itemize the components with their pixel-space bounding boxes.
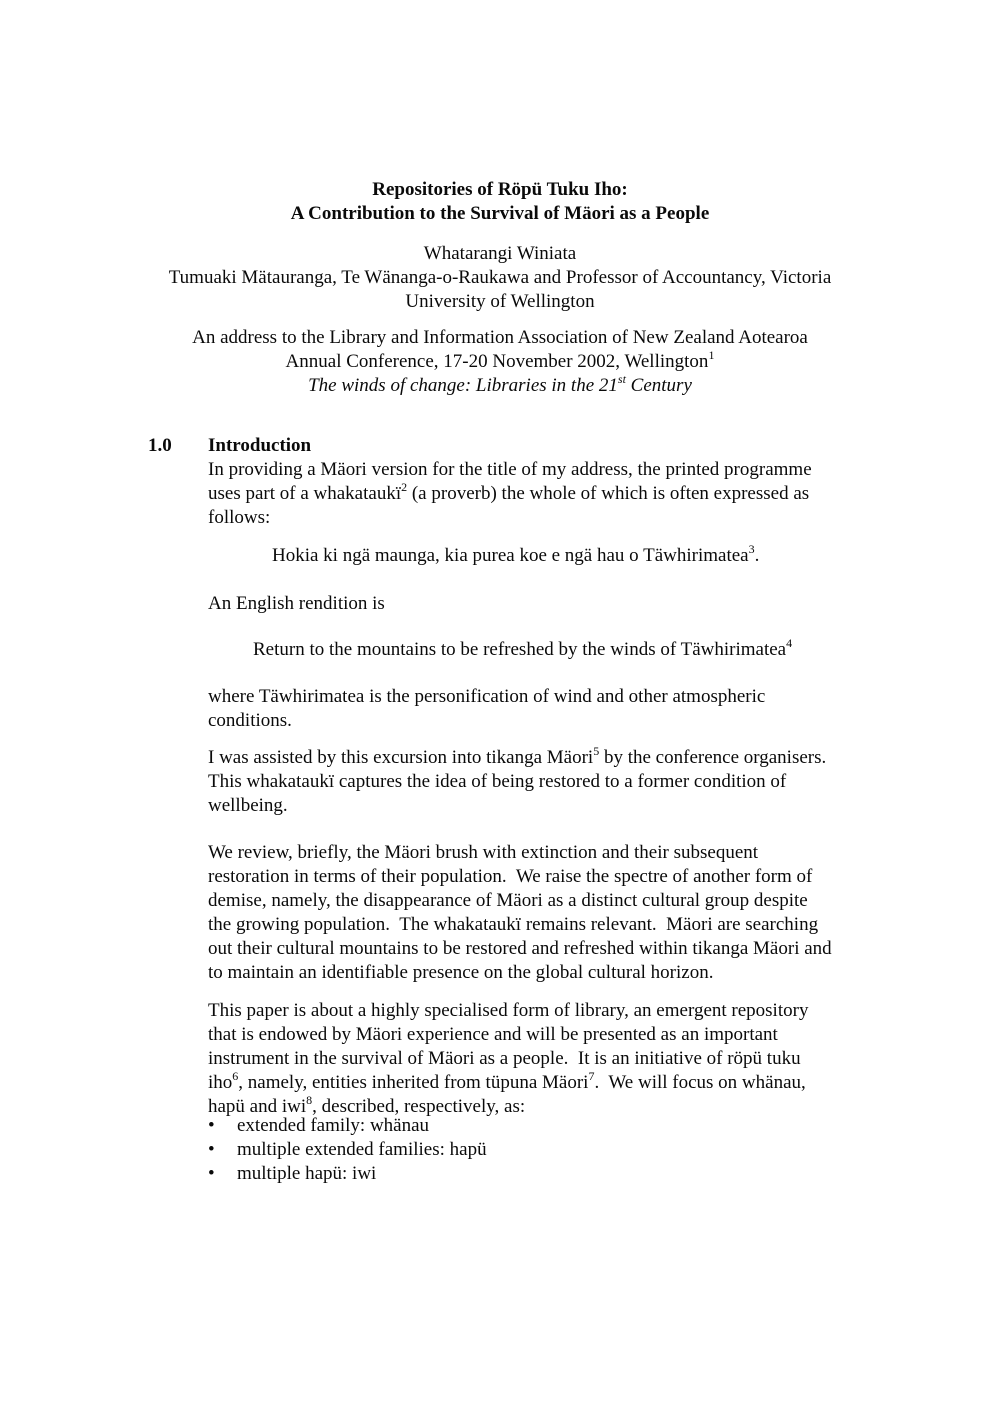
bullet-list bbox=[208, 1114, 888, 1186]
footnote-ref-8: 8 bbox=[306, 1093, 313, 1107]
title-line-2: A Contribution to the Survival of Mäori as a People bbox=[290, 203, 710, 224]
conference-line-1: An address to the Library and Information Association of New Zealand Aotearoa bbox=[192, 327, 808, 348]
list-item-text: multiple hapü: iwi bbox=[237, 1163, 377, 1184]
footnote-ref-4: 4 bbox=[786, 636, 793, 650]
conference-theme bbox=[0, 374, 1000, 398]
paragraph-text: iho bbox=[208, 1072, 233, 1093]
author-block bbox=[0, 242, 1000, 314]
paragraph-line: This whakataukï captures the idea of being restored to a former condition of bbox=[208, 771, 787, 792]
paragraph-text: uses part of a whakataukï bbox=[208, 483, 402, 504]
paragraph-line bbox=[208, 1071, 888, 1095]
list-item-text: multiple extended families: hapü bbox=[237, 1139, 487, 1160]
paragraph-line bbox=[208, 482, 888, 506]
paragraph-line: conditions. bbox=[208, 710, 292, 731]
title-line-1: Repositories of Röpü Tuku Iho: bbox=[372, 179, 628, 200]
paragraph-intro bbox=[208, 458, 888, 530]
paragraph-line: This paper is about a highly specialised form of library, an emergent repository bbox=[208, 1000, 809, 1021]
quote-english-rendition bbox=[253, 638, 792, 662]
author-affiliation-line-1: Tumuaki Mätauranga, Te Wänanga-o-Raukawa and Professor of Accountancy, Victoria bbox=[168, 267, 832, 288]
conference-line-2-text: Annual Conference, 17-20 November 2002, Wellington bbox=[285, 351, 709, 372]
paragraph-text: , namely, entities inherited from tüpuna Mäori bbox=[238, 1072, 589, 1093]
ordinal-suffix: st bbox=[617, 372, 626, 386]
paragraph-paper bbox=[208, 999, 888, 1119]
list-item bbox=[208, 1138, 888, 1162]
quote-text-end: . bbox=[754, 545, 760, 566]
conference-block bbox=[0, 326, 1000, 398]
paragraph-line: that is endowed by Mäori experience and will be presented as an important bbox=[208, 1024, 778, 1045]
paragraph-line: to maintain an identifiable presence on the global cultural horizon. bbox=[208, 962, 714, 983]
paragraph-line: where Täwhirimatea is the personification of wind and other atmospheric bbox=[208, 686, 766, 707]
paragraph-where bbox=[208, 685, 888, 733]
section-title: Introduction bbox=[208, 435, 312, 456]
footnote-ref-7: 7 bbox=[588, 1069, 595, 1083]
paragraph-text: hapü and iwi bbox=[208, 1096, 307, 1117]
paragraph-line: In providing a Mäori version for the title of my address, the printed programme bbox=[208, 459, 812, 480]
section-heading bbox=[148, 434, 311, 458]
section-number: 1.0 bbox=[148, 435, 172, 456]
paragraph-line: restoration in terms of their population. We raise the spectre of another form of bbox=[208, 866, 813, 887]
quote-text: Return to the mountains to be refreshed by the winds of Täwhirimatea bbox=[253, 639, 787, 660]
footnote-ref-5: 5 bbox=[593, 744, 600, 758]
list-item bbox=[208, 1114, 888, 1138]
author-affiliation-line-2: University of Wellington bbox=[405, 291, 595, 312]
conference-theme-text: The winds of change: Libraries in the 21 bbox=[308, 375, 618, 396]
paragraph-assisted bbox=[208, 746, 888, 818]
footnote-ref-6: 6 bbox=[232, 1069, 239, 1083]
paragraph-text: . We will focus on whänau, bbox=[594, 1072, 806, 1093]
footnote-ref-1: 1 bbox=[708, 348, 715, 362]
bullet-icon: • bbox=[208, 1115, 215, 1136]
paragraph-line: An English rendition is bbox=[208, 593, 385, 614]
paragraph-line: We review, briefly, the Mäori brush with extinction and their subsequent bbox=[208, 842, 759, 863]
paragraph-line: follows: bbox=[208, 507, 271, 528]
paragraph-line: instrument in the survival of Mäori as a people. It is an initiative of röpü tuku bbox=[208, 1048, 801, 1069]
quote-text: Hokia ki ngä maunga, kia purea koe e ngä hau o Täwhirimatea bbox=[272, 545, 749, 566]
paragraph-text: (a proverb) the whole of which is often expressed as bbox=[407, 483, 810, 504]
quote-maori-proverb bbox=[272, 544, 759, 568]
bullet-icon: • bbox=[208, 1163, 215, 1184]
paragraph-text: , described, respectively, as: bbox=[312, 1096, 526, 1117]
footnote-ref-3: 3 bbox=[748, 542, 755, 556]
paragraph-line: out their cultural mountains to be restored and refreshed within tikanga Mäori and bbox=[208, 938, 832, 959]
paragraph-review bbox=[208, 841, 888, 985]
list-item bbox=[208, 1162, 888, 1186]
paragraph-text: I was assisted by this excursion into tikanga Mäori bbox=[208, 747, 594, 768]
conference-theme-text-end: Century bbox=[625, 375, 692, 396]
paragraph-line: demise, namely, the disappearance of Mäori as a distinct cultural group despite bbox=[208, 890, 808, 911]
paragraph-line: the growing population. The whakataukï remains relevant. Mäori are searching bbox=[208, 914, 819, 935]
document-title bbox=[0, 178, 1000, 226]
paragraph-text: by the conference organisers. bbox=[599, 747, 827, 768]
bullet-icon: • bbox=[208, 1139, 215, 1160]
footnote-ref-2: 2 bbox=[401, 480, 408, 494]
paragraph-line: wellbeing. bbox=[208, 795, 288, 816]
author-name: Whatarangi Winiata bbox=[423, 243, 577, 264]
paragraph-line bbox=[208, 746, 888, 770]
conference-line-2 bbox=[0, 350, 1000, 374]
paragraph-rendition-intro bbox=[208, 592, 888, 616]
list-item-text: extended family: whänau bbox=[237, 1115, 430, 1136]
